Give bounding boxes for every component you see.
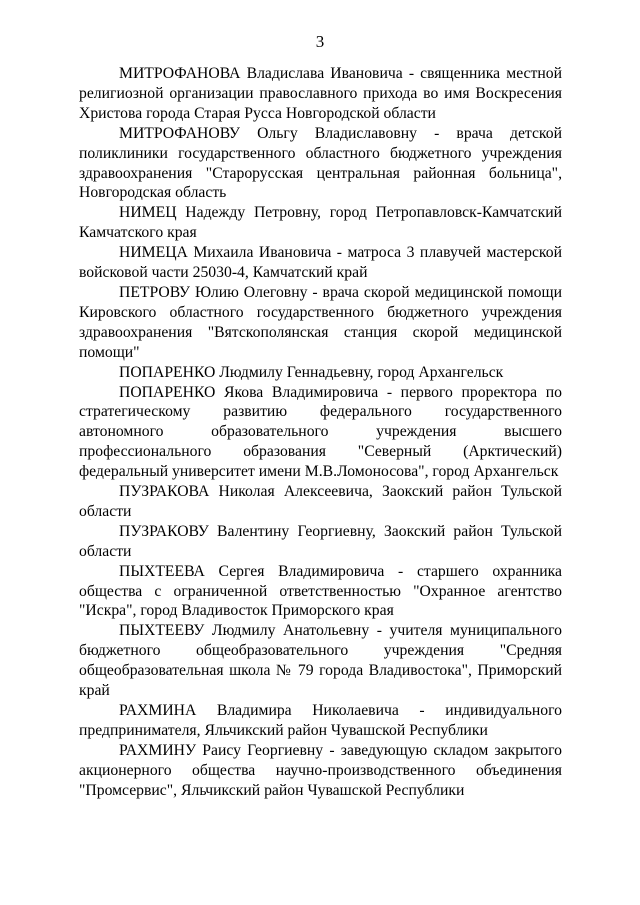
list-entry: НИМЕЦА Михаила Ивановича - матроса 3 плавучей мастерской войсковой части 25030-4, Камчатский край: [79, 244, 562, 282]
list-entry: МИТРОФАНОВУ Ольгу Владиславовну - врача детской поликлиники государственного областного бюджетного учреждения здравоохранения "Старорусская центральная районная больница", Новгородская область: [79, 124, 562, 202]
list-entry: ПЫХТЕЕВА Сергея Владимировича - старшего охранника общества с ограниченной ответственностью "Охранное агентство "Искра", город Владивосток Приморского края: [79, 562, 562, 620]
list-entry: ПОПАРЕНКО Людмилу Геннадьевну, город Архангельск: [119, 363, 504, 381]
list-entry: МИТРОФАНОВА Владислава Ивановича - священника местной религиозной организации православного прихода во имя Воскресения Христова города Старая Русса Новгородской области: [79, 65, 562, 122]
list-entry: РАХМИНУ Раису Георгиевну - заведующую складом закрытого акционерного общества научно-производственного объединения "Промсервис", Яльчикский район Чувашской Республики: [79, 741, 562, 799]
award-list: [79, 64, 562, 801]
list-entry: ПОПАРЕНКО Якова Владимировича - первого проректора по стратегическому развитию федерального государственного автономного образовательного учреждения высшего профессионального образования "Северный (Арктический) федеральный университет имени М.В.Ломоносова", город Архангельск: [79, 383, 562, 481]
list-entry: ПЕТРОВУ Юлию Олеговну - врача скорой медицинской помощи Кировского областного государственного бюджетного учреждения здравоохранения "Вятскополянская станция скорой медицинской помощи": [79, 283, 562, 361]
page-number: 3: [315, 32, 325, 51]
list-entry: РАХМИНА Владимира Николаевича - индивидуального предпринимателя, Яльчикский район Чувашской Республики: [79, 702, 562, 739]
list-entry: ПУЗРАКОВУ Валентину Георгиевну, Заокский район Тульской области: [79, 522, 562, 560]
list-entry: НИМЕЦ Надежду Петровну, город Петропавловск-Камчатский Камчатского края: [79, 204, 562, 242]
list-entry: ПУЗРАКОВА Николая Алексеевича, Заокский район Тульской области: [79, 483, 562, 520]
list-entry: ПЫХТЕЕВУ Людмилу Анатольевну - учителя муниципального бюджетного общеобразовательного учреждения "Средняя общеобразовательная школа № 79 города Владивостока", Приморский край: [79, 622, 562, 700]
